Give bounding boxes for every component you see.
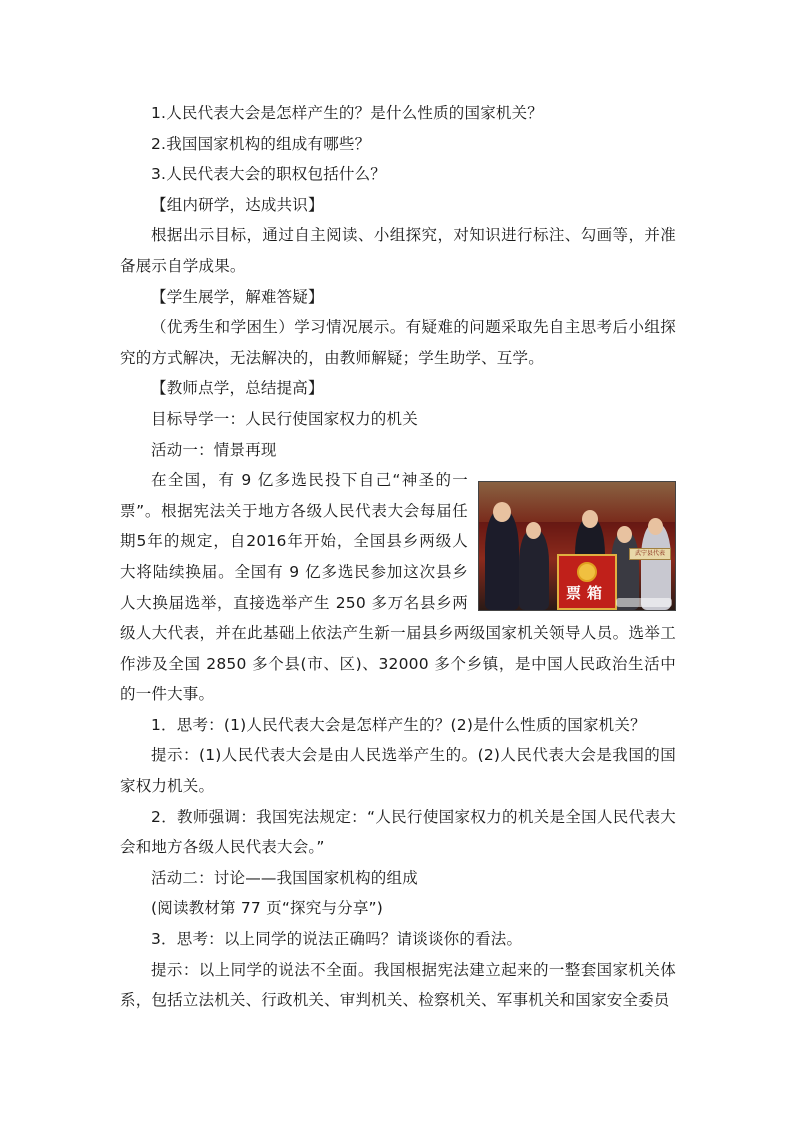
- person-head: [648, 518, 663, 535]
- think-question-3: 3．思考：以上同学的说法正确吗？请谈谈你的看法。: [151, 930, 523, 949]
- ballot-box-text: 票箱: [565, 584, 608, 603]
- person-figure: [485, 510, 519, 610]
- election-photo: [478, 481, 676, 611]
- teacher-emphasis: 2．教师强调：我国宪法规定：“人民行使国家权力的机关是全国人民代表大会和地方各级人民代表大会。”: [120, 807, 676, 857]
- question-2: 2.我国国家机构的组成有哪些？: [151, 134, 371, 153]
- paragraph-student-show: （优秀生和学困生）学习情况展示。有疑难的问题采取先自主思考后小组探究的方式解决，无法解决的，由教师解疑；学生助学、互学。: [120, 318, 676, 367]
- activity-2-heading: 活动二：讨论——我国国家机构的组成: [151, 868, 418, 887]
- question-1: 1.人民代表大会是怎样产生的？是什么性质的国家机关？: [151, 104, 543, 122]
- activity-1-heading: 活动一：情景再现: [151, 440, 277, 459]
- hint-1: 提示：(1)人民代表大会是由人民选举产生的。(2)人民代表大会是我国的国家权力机关。: [120, 746, 676, 796]
- person-head: [493, 502, 511, 522]
- think-question-1: 1．思考：(1)人民代表大会是怎样产生的？(2)是什么性质的国家机关？: [151, 715, 646, 734]
- scenario-paragraph: 在全国，有 9 亿多选民投下自己“神圣的一票”。根据宪法关于地方各级人民代表大会每届任期5年的规定，自2016年开始，全国县乡两级人大将陆续换届。全国有 9 亿多选民参加这次县乡人大换届选举，直接选举产生 250 多万名县乡两级人大代表，并在此基础上依法产生新一届县乡两级国家机关领导人员。选举工作涉及全国 2850 多个县(市、区)、32000 多个乡镇，是中国人民政治生活中的一件大事。: [120, 471, 676, 704]
- section-heading-teacher: 【教师点学，总结提高】: [151, 379, 324, 398]
- ballot-box: [557, 554, 617, 610]
- person-head: [526, 522, 541, 539]
- section-heading-group-study: 【组内研学，达成共识】: [151, 195, 324, 214]
- emblem-icon: [577, 562, 597, 582]
- person-figure: [519, 530, 549, 610]
- hint-3: 提示：以上同学的说法不全面。我国根据宪法建立起来的一整套国家机关体系，包括立法机关、行政机关、审判机关、检察机关、军事机关和国家安全委员: [120, 960, 676, 1010]
- question-3: 3.人民代表大会的职权包括什么？: [151, 165, 386, 184]
- person-head: [582, 510, 598, 528]
- reading-note: (阅读教材第 77 页“探究与分享”): [151, 899, 384, 918]
- person-head: [617, 526, 632, 543]
- watermark-logo: [616, 598, 672, 607]
- section-heading-student-show: 【学生展学，解难答疑】: [151, 287, 324, 306]
- paragraph-group-study: 根据出示目标，通过自主阅读、小组探究，对知识进行标注、勾画等，并准备展示自学成果。: [120, 226, 676, 275]
- delegate-sign: 武宁县代表: [629, 548, 671, 560]
- document-body: [120, 98, 676, 1016]
- goal-heading-1: 目标导学一：人民行使国家权力的机关: [151, 409, 418, 428]
